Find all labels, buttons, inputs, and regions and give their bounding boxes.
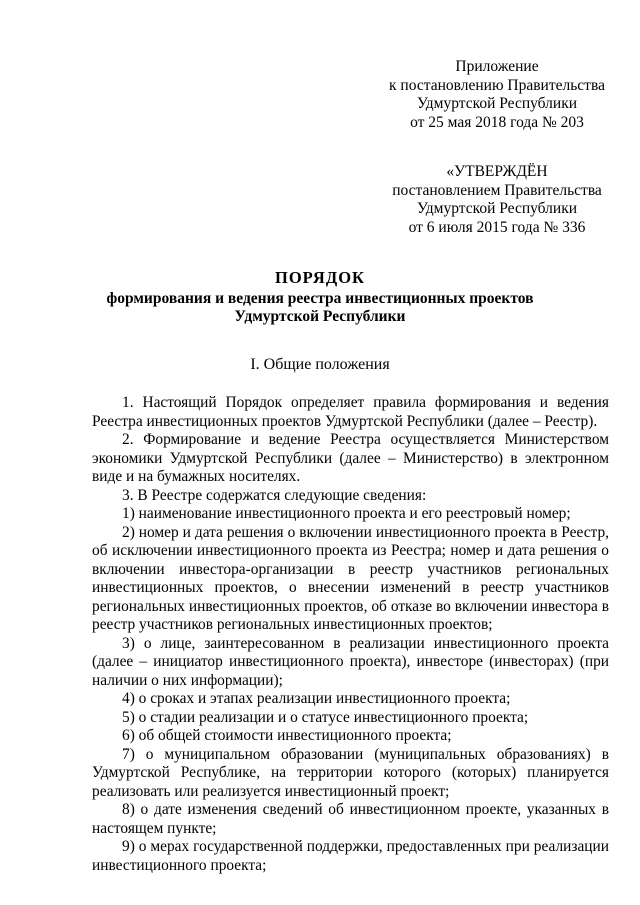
list-item: 9) о мерах государственной поддержки, предоставленных при реализации инвестиционного проекта; — [92, 838, 609, 874]
approval-line: постановлением Правительства — [392, 181, 602, 199]
appendix-line: Приложение — [455, 58, 539, 75]
list-item: 7) о муниципальном образовании (муниципальных образованиях) в Удмуртской Республике, на территории которого (которых) планируется реализовать или реализуется инвестиционный проект; — [92, 745, 609, 800]
approval-line: «УТВЕРЖДЁН — [446, 163, 548, 180]
approval-block — [373, 163, 621, 237]
list-item: 6) об общей стоимости инвестиционного проекта; — [122, 727, 452, 744]
list-item: 2) номер и дата решения о включении инвестиционного проекта в Реестр, об исключении инвестиционного проекта из Реестра; номер и дата решения о включении инвестора-организации в реестр участников региональных инвестиционных проектов, о внесении изменений в реестр участников региональных инвестиционных проектов, об отказе во включении инвестора в реестр участников региональных инвестиционных проектов; — [92, 523, 609, 633]
appendix-line: от 25 мая 2018 года № 203 — [410, 113, 584, 131]
document-title: ПОРЯДОК — [275, 268, 365, 287]
paragraph: 1. Настоящий Порядок определяет правила формирования и ведения Реестра инвестиционных проектов Удмуртской Республики (далее – Реестр). — [92, 394, 609, 430]
paragraph: 2. Формирование и ведение Реестра осуществляется Министерством экономики Удмуртской Республики (далее – Министерство) в электронном виде и на бумажных носителях. — [92, 431, 609, 485]
document-subtitle: формирования и ведения реестра инвестиционных проектов — [106, 290, 534, 307]
document-body — [92, 394, 609, 875]
approval-line: Удмуртской Республики — [416, 200, 578, 218]
list-item: 3) о лице, заинтересованном в реализации инвестиционного проекта (далее – инициатор инвестиционного проекта), инвесторе (инвесторах) (при наличии о них информации); — [92, 634, 609, 689]
list-item: 5) о стадии реализации и о статусе инвестиционного проекта; — [122, 708, 529, 726]
paragraph: 3. В Реестре содержатся следующие сведения: — [122, 486, 427, 504]
list-item: 1) наименование инвестиционного проекта и его реестровый номер; — [122, 505, 571, 522]
appendix-line: к постановлению Правительства — [389, 76, 605, 94]
appendix-line: Удмуртской Республики — [416, 95, 578, 113]
approval-line: от 6 июля 2015 года № 336 — [408, 218, 586, 236]
appendix-block — [373, 58, 621, 132]
list-item: 8) о дате изменения сведений об инвестиционном проекте, указанных в настоящем пункте; — [92, 801, 609, 837]
list-item: 4) о сроках и этапах реализации инвестиционного проекта; — [122, 690, 511, 707]
section-heading: I. Общие положения — [250, 356, 390, 373]
document-subtitle: Удмуртской Республики — [234, 308, 406, 325]
